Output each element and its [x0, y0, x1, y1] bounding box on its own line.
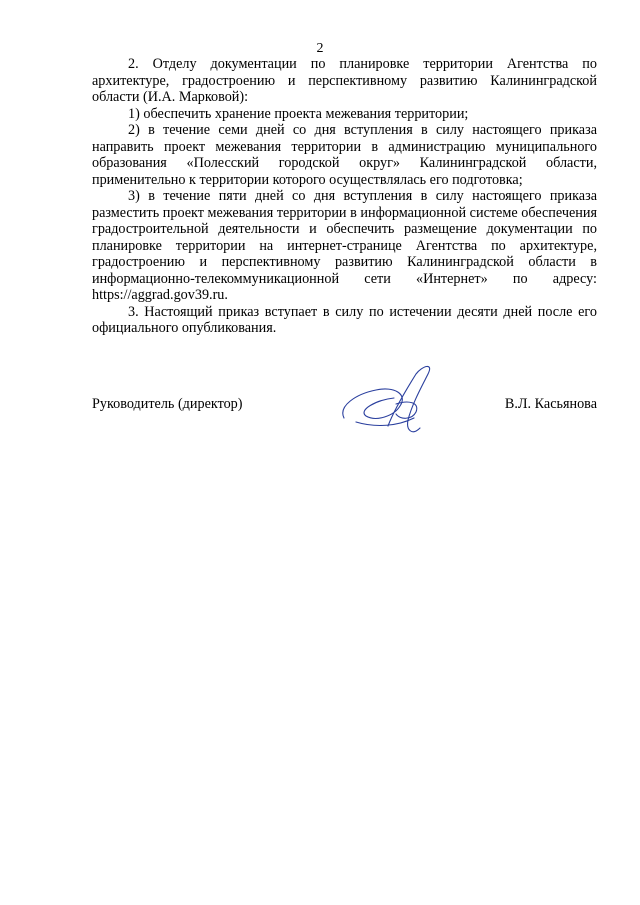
- signatory-title: Руководитель (директор): [92, 396, 243, 412]
- paragraph-section-2: 2. Отделу документации по планировке территории Агентства по архитектуре, градостроению и перспективному развитию Калининградской области (И.А. Марковой):: [92, 56, 597, 105]
- paragraph-item-2: 2) в течение семи дней со дня вступления в силу настоящего приказа направить проект межевания территории в администрацию муниципального образования «Полесский городской округ» Калининградской области, применительно к территории которого осуществлялась его подготовка;: [92, 122, 597, 188]
- document-body: [92, 56, 597, 337]
- signature-stroke: [356, 418, 414, 425]
- paragraph-item-1: 1) обеспечить хранение проекта межевания территории;: [128, 105, 469, 122]
- signature-stroke: [388, 366, 430, 431]
- signatory-name: В.Л. Касьянова: [504, 396, 597, 412]
- page-number: 2: [316, 41, 324, 56]
- handwritten-signature: [336, 360, 446, 440]
- paragraph-item-3: 3) в течение пяти дней со дня вступления в силу настоящего приказа разместить проект межевания территории в информационной системе обеспечения градостроительной деятельности и обеспечить размещение документации по планировке территории на интернет-странице Агентства по архитектуре, градостроению и перспективному развитию Калининградской области в информационно-телекоммуникационной сети «Интернет» по адресу: https://aggrad.gov39.ru.: [92, 188, 597, 303]
- paragraph-section-3: 3. Настоящий приказ вступает в силу по истечении десяти дней после его официального опубликования.: [92, 303, 597, 336]
